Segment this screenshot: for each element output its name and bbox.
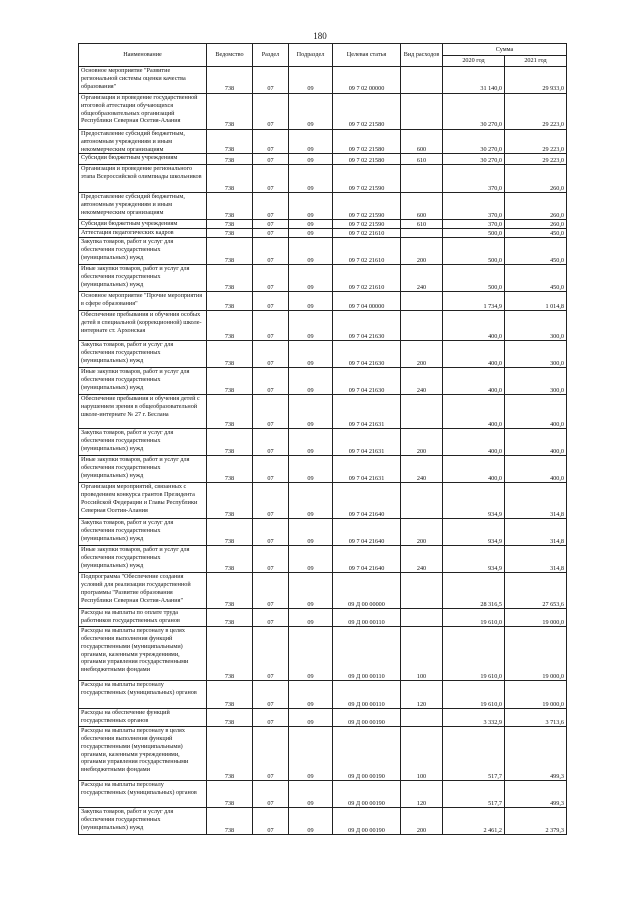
table-row	[79, 483, 567, 519]
row-dept: 738	[207, 265, 253, 292]
table-header	[79, 44, 567, 67]
header-year-2021: 2021 год	[505, 56, 567, 67]
row-subsection: 09	[289, 238, 333, 265]
row-exptype: 200	[401, 429, 443, 456]
row-exptype: 610	[401, 154, 443, 165]
row-sum-2021: 300,0	[505, 368, 567, 395]
row-sum-2021: 29 933,0	[505, 67, 567, 94]
table-row	[79, 808, 567, 835]
row-exptype	[401, 229, 443, 238]
row-sum-2021: 499,3	[505, 781, 567, 808]
row-target: 09 7 02 00000	[333, 67, 401, 94]
row-subsection: 09	[289, 67, 333, 94]
row-name: Обеспечение пребывания и обучения детей с нарушением зрения в общеобразовательной школе-интернате № 27 г. Беслана	[79, 395, 207, 429]
row-section: 07	[253, 94, 289, 130]
row-name: Основное мероприятие "Развитие региональной системы оценки качества образования"	[79, 67, 207, 94]
row-name: Организация и проведение регионального этапа Всероссийской олимпиады школьников	[79, 165, 207, 193]
row-subsection: 09	[289, 311, 333, 341]
row-sum-2021: 29 223,0	[505, 130, 567, 154]
row-name: Расходы на выплаты персоналу в целях обеспечения выполнения функций государственными (муниципальными) органами, казенными учреждениями, органами управления государственными внебюджетными фондами	[79, 727, 207, 781]
row-target: 09 7 02 21590	[333, 220, 401, 229]
row-name: Подпрограмма "Обеспечение создания условий для реализации государственной программы "Развитие образования Республики Северная Осетия-Алания"	[79, 573, 207, 609]
row-section: 07	[253, 341, 289, 368]
row-sum-2021: 19 000,0	[505, 609, 567, 627]
table-row	[79, 519, 567, 546]
table-body	[79, 67, 567, 835]
row-dept: 738	[207, 781, 253, 808]
row-dept: 738	[207, 727, 253, 781]
row-target: 09 7 04 21631	[333, 395, 401, 429]
table-row	[79, 429, 567, 456]
row-subsection: 09	[289, 220, 333, 229]
row-subsection: 09	[289, 368, 333, 395]
row-section: 07	[253, 519, 289, 546]
row-section: 07	[253, 229, 289, 238]
row-subsection: 09	[289, 681, 333, 709]
row-target: 09 7 04 21631	[333, 456, 401, 483]
row-sum-2021: 450,0	[505, 265, 567, 292]
table-row	[79, 220, 567, 229]
row-exptype: 240	[401, 368, 443, 395]
row-dept: 738	[207, 311, 253, 341]
row-dept: 738	[207, 130, 253, 154]
row-sum-2021: 2 379,3	[505, 808, 567, 835]
row-exptype	[401, 292, 443, 311]
row-dept: 738	[207, 238, 253, 265]
table-row	[79, 546, 567, 573]
row-subsection: 09	[289, 483, 333, 519]
row-name: Закупка товаров, работ и услуг для обеспечения государственных (муниципальных) нужд	[79, 808, 207, 835]
row-target: 09 Д 00 00190	[333, 781, 401, 808]
row-exptype	[401, 709, 443, 727]
row-sum-2021: 400,0	[505, 456, 567, 483]
row-section: 07	[253, 727, 289, 781]
table-row	[79, 727, 567, 781]
row-target: 09 7 02 21590	[333, 193, 401, 220]
table-row	[79, 681, 567, 709]
table-row	[79, 311, 567, 341]
table-row	[79, 154, 567, 165]
row-dept: 738	[207, 573, 253, 609]
row-section: 07	[253, 627, 289, 681]
row-target: 09 Д 00 00190	[333, 727, 401, 781]
row-sum-2020: 30 270,0	[443, 154, 505, 165]
row-name: Организация и проведение государственной итоговой аттестации обучающихся общеобразовательных организаций Республики Северная Осетия-Алания	[79, 94, 207, 130]
row-sum-2021: 29 223,0	[505, 154, 567, 165]
row-sum-2021: 260,0	[505, 220, 567, 229]
table-row	[79, 67, 567, 94]
row-sum-2020: 500,0	[443, 265, 505, 292]
row-dept: 738	[207, 193, 253, 220]
row-sum-2020: 28 316,5	[443, 573, 505, 609]
row-section: 07	[253, 709, 289, 727]
row-sum-2021: 314,8	[505, 483, 567, 519]
row-section: 07	[253, 609, 289, 627]
row-target: 09 Д 00 00000	[333, 573, 401, 609]
table-row	[79, 709, 567, 727]
table-row	[79, 229, 567, 238]
row-name: Аттестация педагогических кадров	[79, 229, 207, 238]
row-sum-2020: 934,9	[443, 546, 505, 573]
row-subsection: 09	[289, 130, 333, 154]
row-exptype: 600	[401, 193, 443, 220]
row-dept: 738	[207, 519, 253, 546]
row-subsection: 09	[289, 229, 333, 238]
row-dept: 738	[207, 483, 253, 519]
row-dept: 738	[207, 609, 253, 627]
table-row	[79, 781, 567, 808]
row-name: Обеспечение пребывания и обучения особых детей в специальной (коррекционной) школе-интернате ст. Архонская	[79, 311, 207, 341]
row-dept: 738	[207, 429, 253, 456]
row-dept: 738	[207, 341, 253, 368]
row-exptype: 100	[401, 727, 443, 781]
header-name: Наименование	[79, 44, 207, 67]
row-subsection: 09	[289, 627, 333, 681]
row-sum-2020: 30 270,0	[443, 94, 505, 130]
row-subsection: 09	[289, 395, 333, 429]
row-sum-2021: 314,8	[505, 546, 567, 573]
row-subsection: 09	[289, 265, 333, 292]
row-target: 09 7 04 21631	[333, 429, 401, 456]
row-target: 09 7 04 21640	[333, 546, 401, 573]
row-target: 09 7 02 21580	[333, 130, 401, 154]
table-row	[79, 627, 567, 681]
row-section: 07	[253, 368, 289, 395]
row-exptype: 610	[401, 220, 443, 229]
table-row	[79, 193, 567, 220]
row-subsection: 09	[289, 193, 333, 220]
row-sum-2020: 500,0	[443, 238, 505, 265]
row-target: 09 Д 00 00190	[333, 709, 401, 727]
header-year-2020: 2020 год	[443, 56, 505, 67]
row-sum-2020: 19 610,0	[443, 609, 505, 627]
row-sum-2021: 260,0	[505, 165, 567, 193]
row-sum-2020: 370,0	[443, 165, 505, 193]
row-subsection: 09	[289, 341, 333, 368]
row-name: Расходы на выплаты по оплате труда работников государственных органов	[79, 609, 207, 627]
row-target: 09 7 04 21640	[333, 483, 401, 519]
row-subsection: 09	[289, 781, 333, 808]
row-dept: 738	[207, 67, 253, 94]
table-row	[79, 165, 567, 193]
header-dept: Ведомство	[207, 44, 253, 67]
row-target: 09 7 02 21580	[333, 94, 401, 130]
row-target: 09 7 02 21590	[333, 165, 401, 193]
row-section: 07	[253, 483, 289, 519]
table-row	[79, 341, 567, 368]
row-subsection: 09	[289, 292, 333, 311]
row-section: 07	[253, 395, 289, 429]
row-exptype	[401, 395, 443, 429]
table-row	[79, 609, 567, 627]
row-sum-2021: 300,0	[505, 341, 567, 368]
row-section: 07	[253, 220, 289, 229]
row-dept: 738	[207, 681, 253, 709]
row-dept: 738	[207, 627, 253, 681]
table-row	[79, 395, 567, 429]
row-section: 07	[253, 456, 289, 483]
row-sum-2020: 1 734,9	[443, 292, 505, 311]
row-target: 09 7 02 21610	[333, 238, 401, 265]
row-target: 09 Д 00 00110	[333, 681, 401, 709]
row-exptype	[401, 311, 443, 341]
row-dept: 738	[207, 292, 253, 311]
row-exptype: 100	[401, 627, 443, 681]
header-subsection: Подраздел	[289, 44, 333, 67]
header-section: Раздел	[253, 44, 289, 67]
row-sum-2020: 517,7	[443, 727, 505, 781]
row-name: Расходы на выплаты персоналу государственных (муниципальных) органов	[79, 681, 207, 709]
row-exptype	[401, 609, 443, 627]
row-dept: 738	[207, 709, 253, 727]
row-sum-2021: 400,0	[505, 395, 567, 429]
table-row	[79, 238, 567, 265]
row-exptype: 240	[401, 546, 443, 573]
row-sum-2021: 19 000,0	[505, 681, 567, 709]
row-name: Расходы на обеспечение функций государственных органов	[79, 709, 207, 727]
row-sum-2021: 29 223,0	[505, 94, 567, 130]
row-name: Закупка товаров, работ и услуг для обеспечения государственных (муниципальных) нужд	[79, 238, 207, 265]
row-section: 07	[253, 265, 289, 292]
row-dept: 738	[207, 165, 253, 193]
row-target: 09 Д 00 00190	[333, 808, 401, 835]
row-exptype: 200	[401, 238, 443, 265]
row-target: 09 7 02 21580	[333, 154, 401, 165]
row-section: 07	[253, 429, 289, 456]
row-exptype: 600	[401, 130, 443, 154]
table-row	[79, 130, 567, 154]
row-name: Иные закупки товаров, работ и услуг для обеспечения государственных (муниципальных) нужд	[79, 368, 207, 395]
row-sum-2020: 19 610,0	[443, 681, 505, 709]
row-exptype: 120	[401, 781, 443, 808]
row-target: 09 7 04 21630	[333, 341, 401, 368]
row-exptype: 200	[401, 519, 443, 546]
row-sum-2020: 500,0	[443, 229, 505, 238]
row-exptype: 240	[401, 456, 443, 483]
row-sum-2021: 400,0	[505, 429, 567, 456]
row-sum-2020: 400,0	[443, 395, 505, 429]
row-subsection: 09	[289, 546, 333, 573]
row-exptype	[401, 573, 443, 609]
row-sum-2020: 934,9	[443, 519, 505, 546]
row-name: Иные закупки товаров, работ и услуг для обеспечения государственных (муниципальных) нужд	[79, 546, 207, 573]
row-dept: 738	[207, 229, 253, 238]
row-name: Закупка товаров, работ и услуг для обеспечения государственных (муниципальных) нужд	[79, 519, 207, 546]
row-sum-2020: 31 140,0	[443, 67, 505, 94]
row-sum-2020: 400,0	[443, 311, 505, 341]
header-sum: Сумма	[443, 44, 567, 56]
row-target: 09 7 04 21640	[333, 519, 401, 546]
row-sum-2021: 19 000,0	[505, 627, 567, 681]
row-section: 07	[253, 67, 289, 94]
row-sum-2021: 450,0	[505, 229, 567, 238]
row-sum-2020: 400,0	[443, 341, 505, 368]
budget-table	[78, 43, 567, 835]
table-row	[79, 368, 567, 395]
row-dept: 738	[207, 94, 253, 130]
row-dept: 738	[207, 220, 253, 229]
row-section: 07	[253, 292, 289, 311]
row-subsection: 09	[289, 609, 333, 627]
row-sum-2020: 370,0	[443, 220, 505, 229]
row-section: 07	[253, 238, 289, 265]
row-target: 09 Д 00 00110	[333, 627, 401, 681]
row-dept: 738	[207, 808, 253, 835]
row-name: Иные закупки товаров, работ и услуг для обеспечения государственных (муниципальных) нужд	[79, 265, 207, 292]
row-name: Иные закупки товаров, работ и услуг для обеспечения государственных (муниципальных) нужд	[79, 456, 207, 483]
row-sum-2020: 2 461,2	[443, 808, 505, 835]
row-subsection: 09	[289, 165, 333, 193]
row-name: Расходы на выплаты персоналу в целях обеспечения выполнения функций государственными (муниципальными) органами, казенными учреждениями, органами управления государственными внебюджетными фондами	[79, 627, 207, 681]
row-name: Предоставление субсидий бюджетным, автономным учреждениям и иным некоммерческим организациям	[79, 193, 207, 220]
row-subsection: 09	[289, 709, 333, 727]
row-sum-2021: 27 653,6	[505, 573, 567, 609]
row-dept: 738	[207, 395, 253, 429]
row-sum-2021: 499,3	[505, 727, 567, 781]
row-name: Основное мероприятие "Прочие мероприятия в сфере образования"	[79, 292, 207, 311]
row-section: 07	[253, 154, 289, 165]
row-sum-2020: 3 332,9	[443, 709, 505, 727]
row-sum-2020: 400,0	[443, 429, 505, 456]
row-sum-2021: 1 014,8	[505, 292, 567, 311]
table-row	[79, 94, 567, 130]
row-target: 09 7 02 21610	[333, 265, 401, 292]
row-subsection: 09	[289, 429, 333, 456]
row-sum-2020: 934,9	[443, 483, 505, 519]
row-exptype	[401, 67, 443, 94]
row-target: 09 7 02 21610	[333, 229, 401, 238]
row-dept: 738	[207, 456, 253, 483]
row-subsection: 09	[289, 573, 333, 609]
header-exptype: Вид расходов	[401, 44, 443, 67]
row-section: 07	[253, 165, 289, 193]
row-section: 07	[253, 808, 289, 835]
row-sum-2021: 3 713,6	[505, 709, 567, 727]
row-section: 07	[253, 681, 289, 709]
row-exptype	[401, 94, 443, 130]
row-section: 07	[253, 193, 289, 220]
row-name: Расходы на выплаты персоналу государственных (муниципальных) органов	[79, 781, 207, 808]
row-name: Закупка товаров, работ и услуг для обеспечения государственных (муниципальных) нужд	[79, 341, 207, 368]
row-subsection: 09	[289, 808, 333, 835]
row-name: Закупка товаров, работ и услуг для обеспечения государственных (муниципальных) нужд	[79, 429, 207, 456]
page-number: 180	[313, 31, 327, 41]
row-name: Организация мероприятий, связанных с проведением конкурса грантов Президента Российской Федерации и Главы Республики Северная Осетия-Алания	[79, 483, 207, 519]
row-sum-2020: 19 610,0	[443, 627, 505, 681]
row-sum-2020: 30 270,0	[443, 130, 505, 154]
table-row	[79, 456, 567, 483]
row-section: 07	[253, 311, 289, 341]
table-row	[79, 292, 567, 311]
row-exptype: 200	[401, 341, 443, 368]
row-section: 07	[253, 573, 289, 609]
row-dept: 738	[207, 546, 253, 573]
row-target: 09 7 04 21630	[333, 368, 401, 395]
row-dept: 738	[207, 368, 253, 395]
row-sum-2021: 260,0	[505, 193, 567, 220]
row-target: 09 7 04 21630	[333, 311, 401, 341]
row-section: 07	[253, 130, 289, 154]
row-section: 07	[253, 546, 289, 573]
row-sum-2021: 300,0	[505, 311, 567, 341]
row-exptype: 120	[401, 681, 443, 709]
row-sum-2021: 450,0	[505, 238, 567, 265]
row-sum-2021: 314,8	[505, 519, 567, 546]
row-subsection: 09	[289, 519, 333, 546]
row-exptype: 200	[401, 808, 443, 835]
row-subsection: 09	[289, 456, 333, 483]
row-dept: 738	[207, 154, 253, 165]
table-row	[79, 265, 567, 292]
row-subsection: 09	[289, 154, 333, 165]
row-exptype: 240	[401, 265, 443, 292]
row-target: 09 Д 00 00110	[333, 609, 401, 627]
row-name: Предоставление субсидий бюджетным, автономным учреждениям и иным некоммерческим организациям	[79, 130, 207, 154]
row-subsection: 09	[289, 94, 333, 130]
header-target: Целевая статья	[333, 44, 401, 67]
row-name: Субсидии бюджетным учреждениям	[79, 154, 207, 165]
row-sum-2020: 400,0	[443, 368, 505, 395]
row-sum-2020: 400,0	[443, 456, 505, 483]
row-subsection: 09	[289, 727, 333, 781]
row-name: Субсидии бюджетным учреждениям	[79, 220, 207, 229]
row-sum-2020: 517,7	[443, 781, 505, 808]
row-sum-2020: 370,0	[443, 193, 505, 220]
row-section: 07	[253, 781, 289, 808]
row-exptype	[401, 483, 443, 519]
table-row	[79, 573, 567, 609]
row-exptype	[401, 165, 443, 193]
row-target: 09 7 04 00000	[333, 292, 401, 311]
